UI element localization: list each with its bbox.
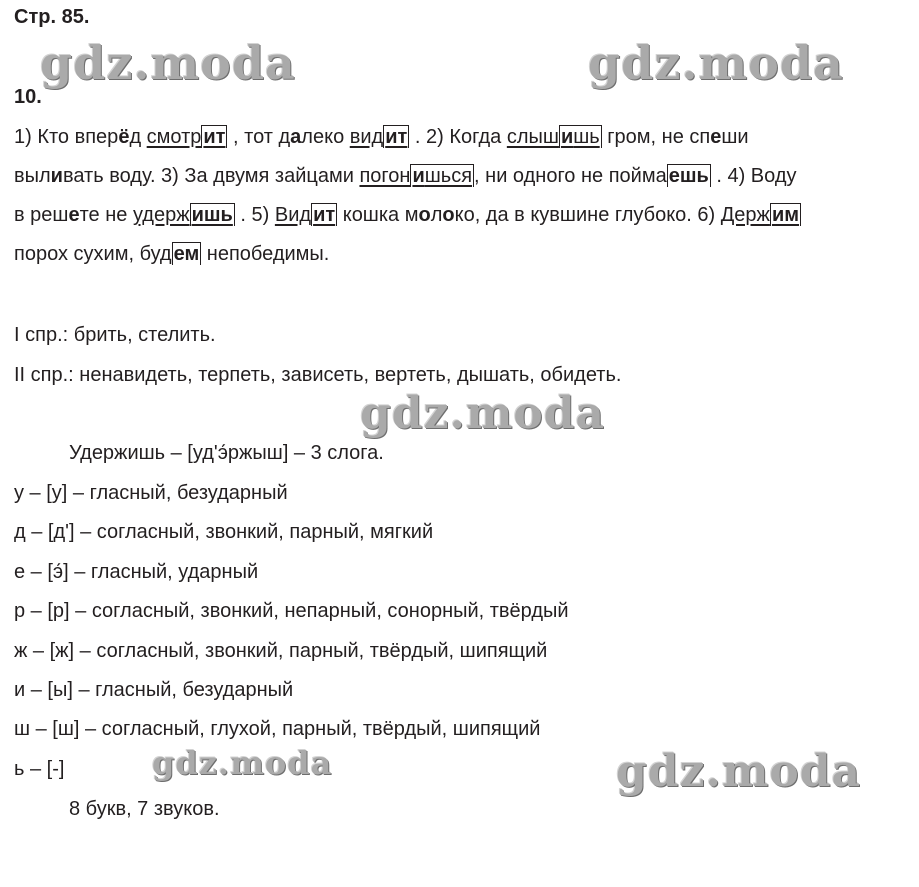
analysis-row: ш – [ш] – согласный, глухой, парный, твёрдый, шипящий xyxy=(14,718,541,740)
verb-stem: Держ xyxy=(720,204,770,226)
ending-box: ит xyxy=(203,126,226,148)
verb-stem: удерж xyxy=(132,204,190,226)
text-run: . 5) xyxy=(234,204,275,226)
verb-stem: смотр xyxy=(146,126,202,148)
ending-box xyxy=(410,164,474,187)
text-run: кошка м xyxy=(337,204,419,226)
paragraph-line-1 xyxy=(14,118,909,157)
verb-derzhim xyxy=(721,203,801,226)
text-run: в реш xyxy=(14,204,69,226)
analysis-row: и – [ы] – гласный, безударный xyxy=(14,679,294,701)
analysis-heading: Удержишь – [уд'э́ржыш] – 3 слога. xyxy=(69,442,384,464)
watermark-logo: gdz.moda xyxy=(152,744,333,782)
text-run: д xyxy=(129,126,147,148)
text-run: те не xyxy=(79,204,133,226)
verb-pogonishsya xyxy=(359,164,474,187)
ending-rest: шь xyxy=(573,126,600,148)
bold-vowel: о xyxy=(418,204,431,226)
analysis-row: р – [р] – согласный, звонкий, непарный, сонорный, твёрдый xyxy=(14,600,569,622)
text-run: гром, не сп xyxy=(601,126,711,148)
bold-vowel: и xyxy=(412,165,425,187)
ending-rest: шься xyxy=(424,165,473,187)
text-run: , тот д xyxy=(227,126,291,148)
text-run: ши xyxy=(721,126,749,148)
bold-vowel: е xyxy=(68,204,80,226)
task-number: 10. xyxy=(14,86,42,108)
verb-vidit xyxy=(350,125,410,148)
bold-vowel: ё xyxy=(118,126,130,148)
verb-stem: Вид xyxy=(274,204,312,226)
text-run: выл xyxy=(14,165,51,187)
verb-stem: вид xyxy=(349,126,384,148)
ending-box: ит xyxy=(385,126,408,148)
text-run: вать воду. 3) За двумя зайцами xyxy=(62,165,360,187)
first-conjugation: I спр.: брить, стелить. xyxy=(14,324,216,346)
analysis-row: е – [э́] – гласный, ударный xyxy=(14,561,259,583)
ending-box: ит xyxy=(313,204,336,226)
watermark-logo: gdz.moda xyxy=(588,36,844,90)
paragraph-line-3 xyxy=(14,196,909,235)
text-run: порох сухим, буд xyxy=(14,243,172,265)
ending-box: ешь xyxy=(668,165,709,187)
analysis-row: д – [д'] – согласный, звонкий, парный, мягкий xyxy=(14,521,434,543)
verb-slyshish xyxy=(507,125,602,148)
text-run: 1) Кто впер xyxy=(14,126,119,148)
verb-stem: погон xyxy=(359,165,411,187)
second-conjugation: II спр.: ненавидеть, терпеть, зависеть, вертеть, дышать, обидеть. xyxy=(14,364,622,386)
watermark-logo: gdz.moda xyxy=(40,36,296,90)
verb-vidit-2 xyxy=(275,203,337,226)
bold-vowel: и xyxy=(50,165,63,187)
analysis-row: ь – [-] xyxy=(14,758,65,780)
verb-smotrit xyxy=(147,125,228,148)
text-run: леко xyxy=(301,126,350,148)
text-run: ко, да в кувшине глубоко. 6) xyxy=(454,204,721,226)
analysis-row: у – [у] – гласный, безударный xyxy=(14,482,288,504)
text-run: . 4) Воду xyxy=(710,165,797,187)
verb-stem: слыш xyxy=(506,126,559,148)
text-run: л xyxy=(430,204,443,226)
text-run: , ни одного не пойма xyxy=(474,165,667,187)
proverbs-paragraph xyxy=(14,118,909,274)
bold-vowel: о xyxy=(442,204,455,226)
bold-vowel: а xyxy=(290,126,302,148)
analysis-summary: 8 букв, 7 звуков. xyxy=(69,798,220,820)
ending-box xyxy=(559,125,602,148)
paragraph-line-2 xyxy=(14,157,909,196)
text-run: . 2) Когда xyxy=(409,126,507,148)
verb-uderzhish xyxy=(133,203,235,226)
paragraph-line-4 xyxy=(14,235,909,274)
ending-box: им xyxy=(771,204,800,226)
bold-vowel: е xyxy=(710,126,722,148)
bold-vowel: и xyxy=(560,126,574,148)
watermark-logo: gdz.moda xyxy=(360,388,606,439)
watermark-logo: gdz.moda xyxy=(616,746,862,797)
ending-box: ем xyxy=(173,243,200,265)
analysis-row: ж – [ж] – согласный, звонкий, парный, твёрдый, шипящий xyxy=(14,640,548,662)
ending-box: ишь xyxy=(191,204,233,226)
page-label: Стр. 85. xyxy=(14,6,90,28)
text-run: непобедимы. xyxy=(201,243,330,265)
